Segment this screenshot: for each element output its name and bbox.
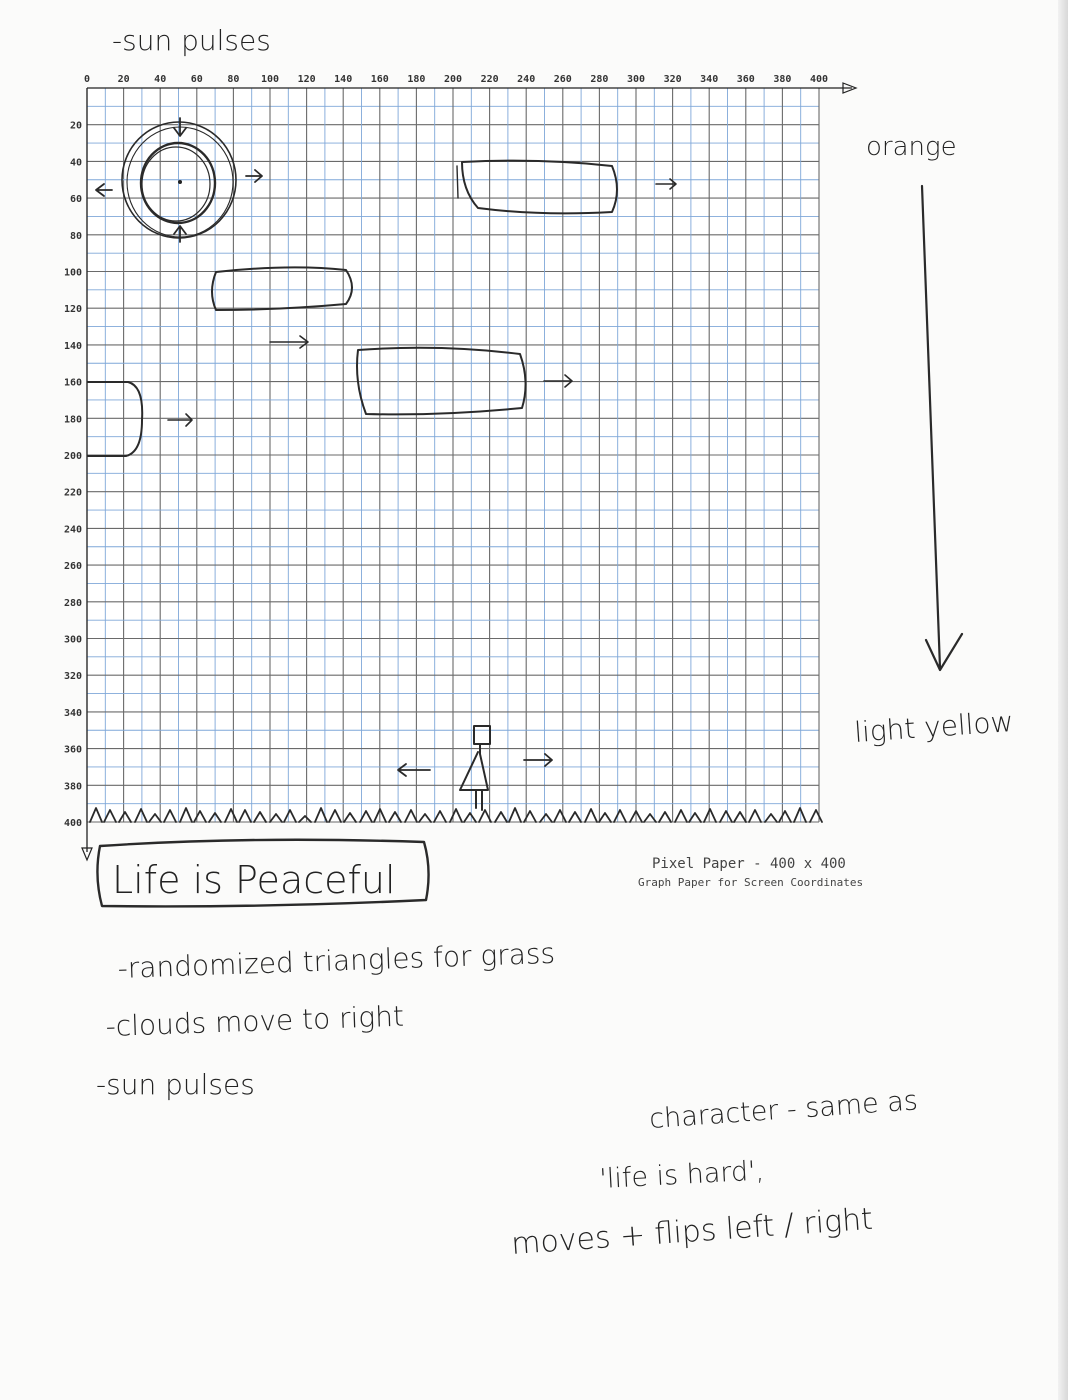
x-tick-label: 160 bbox=[370, 74, 389, 85]
note-sun: -sun pulses bbox=[96, 1068, 255, 1101]
x-tick-label: 100 bbox=[260, 74, 280, 85]
paper-caption-subtitle: Graph Paper for Screen Coordinates bbox=[638, 876, 864, 889]
y-tick-label: 220 bbox=[63, 487, 82, 499]
x-tick-label: 380 bbox=[773, 74, 792, 85]
y-tick-label: 280 bbox=[63, 597, 82, 609]
y-tick-label: 20 bbox=[69, 120, 82, 132]
y-tick-label: 100 bbox=[63, 267, 82, 279]
y-tick-label: 180 bbox=[63, 414, 82, 426]
x-tick-label: 180 bbox=[407, 74, 426, 85]
y-tick-label: 240 bbox=[63, 524, 82, 536]
x-tick-label: 140 bbox=[334, 74, 353, 85]
x-tick-label: 40 bbox=[154, 74, 167, 85]
y-tick-label: 320 bbox=[63, 671, 82, 683]
gradient-bottom-note: light yellow bbox=[853, 704, 1015, 749]
graph-grid bbox=[87, 88, 819, 822]
y-axis-labels bbox=[64, 121, 82, 829]
character-note-line2: 'life is hard', bbox=[598, 1155, 765, 1195]
y-tick-label: 340 bbox=[63, 707, 82, 719]
y-tick-label: 360 bbox=[63, 744, 82, 756]
y-tick-label: 160 bbox=[63, 377, 82, 389]
paper-caption-title: Pixel Paper - 400 x 400 bbox=[652, 856, 846, 872]
top-note: -sun pulses bbox=[112, 24, 271, 57]
y-tick-label: 400 bbox=[63, 818, 82, 829]
x-tick-label: 320 bbox=[663, 74, 682, 85]
title-box bbox=[97, 840, 428, 907]
character-note-line3: moves + flips left / right bbox=[510, 1201, 874, 1262]
x-tick-label: 20 bbox=[117, 74, 130, 85]
x-tick-label: 0 bbox=[83, 74, 91, 85]
x-tick-label: 340 bbox=[700, 74, 719, 85]
x-tick-label: 120 bbox=[297, 74, 316, 85]
x-tick-label: 300 bbox=[626, 74, 646, 85]
y-tick-label: 40 bbox=[69, 157, 82, 169]
note-clouds: -clouds move to right bbox=[105, 999, 405, 1043]
x-tick-label: 200 bbox=[443, 74, 463, 85]
x-tick-label: 260 bbox=[553, 74, 572, 85]
character-note-line1: character - same as bbox=[648, 1085, 919, 1135]
y-tick-label: 300 bbox=[63, 634, 82, 646]
gradient-top-note: orange bbox=[866, 132, 957, 162]
y-tick-label: 200 bbox=[63, 451, 82, 462]
x-tick-label: 220 bbox=[480, 74, 499, 85]
y-tick-label: 60 bbox=[69, 194, 82, 206]
x-tick-label: 60 bbox=[190, 74, 203, 85]
note-grass: -randomized triangles for grass bbox=[117, 936, 556, 985]
y-tick-label: 80 bbox=[69, 230, 82, 242]
title: Life is Peaceful bbox=[112, 858, 396, 902]
y-tick-label: 380 bbox=[63, 781, 82, 793]
x-tick-label: 240 bbox=[517, 74, 536, 85]
y-tick-label: 260 bbox=[63, 561, 82, 573]
gradient-arrow bbox=[922, 186, 962, 670]
x-axis-labels bbox=[84, 74, 828, 85]
y-tick-label: 120 bbox=[63, 304, 82, 316]
x-tick-label: 400 bbox=[809, 74, 829, 85]
y-tick-label: 140 bbox=[63, 340, 82, 352]
x-tick-label: 360 bbox=[736, 74, 755, 85]
x-tick-label: 80 bbox=[227, 74, 240, 85]
x-tick-label: 280 bbox=[590, 74, 609, 85]
